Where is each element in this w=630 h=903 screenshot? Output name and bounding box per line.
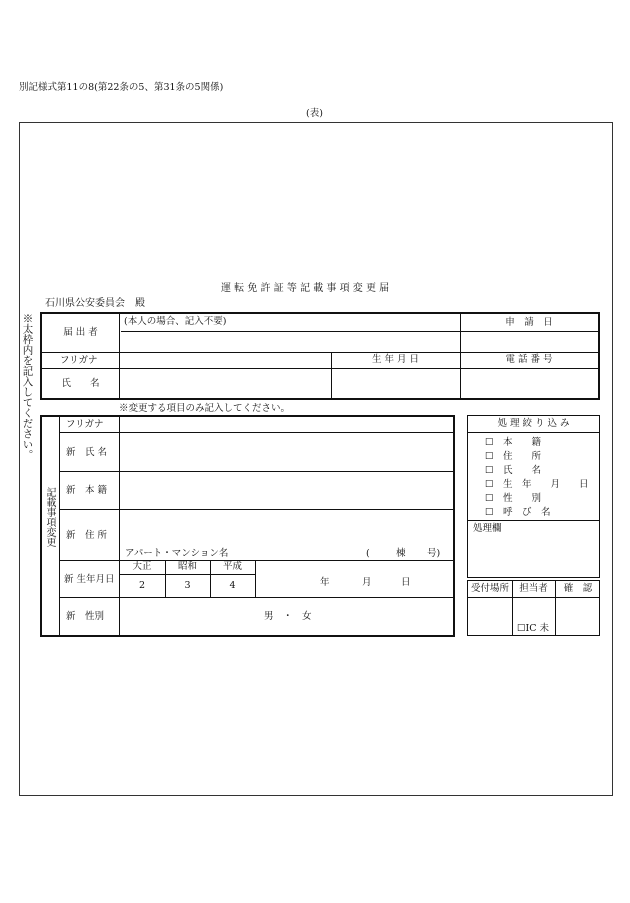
form-title: 運 転 免 許 証 等 記 載 事 項 変 更 届 [221,283,390,294]
changes-table [40,415,455,637]
page-side-label: (表) [306,108,323,119]
era-taisho: 大正 [132,561,152,573]
era-showa: 昭和 [177,561,197,573]
new-dob-label: 新 生年月日 [64,574,115,585]
form-reference: 別記様式第11の8(第22条の5、第31条の5関係) [19,82,224,93]
new-name-label: 新 氏 名 [66,447,108,458]
room-unit-label: 号) [427,548,441,559]
addressee: 石川県公安委員会 殿 [45,298,145,309]
new-domicile-label: 新 本 籍 [66,485,108,496]
processing-box [467,415,600,578]
new-sex-label: 新 性別 [66,611,105,622]
apply-date-label: 申 請 日 [505,316,553,328]
ic-mark: ☐IC 未 [517,623,550,634]
building-unit-label: 棟 [396,548,406,559]
reception-label: 受付場所 [470,583,509,595]
processing-header: 処 理 絞 り 込 み [497,418,570,430]
staff-label: 担当者 [519,583,548,595]
changes-furigana-label: フリガナ [66,419,104,430]
confirm-label: 確 認 [563,583,593,595]
era-code-taisho: 2 [138,579,146,591]
processing-item-domicile: ☐ 本 籍 [485,437,542,448]
year-label: 年 [320,577,330,588]
applicant-label: 届 出 者 [63,327,98,339]
applicant-table [40,312,600,400]
changes-section-label: 記載事項変更 [44,487,55,547]
era-heisei: 平成 [222,561,242,573]
apartment-label: アパート・マンション名 [125,548,229,559]
applicant-name-label: 氏 名 [61,378,100,390]
side-note: ※太枠内を記入してください。 [21,313,34,460]
change-instruction: ※変更する項目のみ記入してください。 [119,403,291,414]
applicant-furigana-label: フリガナ [60,355,98,366]
reception-box [467,580,600,636]
building-paren-open: ( [366,548,370,559]
month-label: 月 [362,577,372,588]
sex-options: 男 ・ 女 [264,611,312,622]
day-label: 日 [401,577,411,588]
era-code-heisei: 4 [229,579,236,591]
new-address-label: 新 住 所 [66,530,108,541]
processing-item-sex: ☐ 性 別 [485,493,542,504]
phone-label: 電 話 番 号 [505,354,553,366]
processing-item-address: ☐ 住 所 [485,451,542,462]
processing-remarks-label: 処理欄 [473,523,502,534]
processing-item-dob: ☐ 生 年 月 日 [485,479,589,490]
processing-item-name: ☐ 氏 名 [485,465,542,476]
applicant-note: (本人の場合、記入不要) [124,316,227,327]
era-code-showa: 3 [184,579,191,591]
dob-label: 生 年 月 日 [371,354,420,366]
processing-item-alias: ☐ 呼 び 名 [485,507,551,518]
